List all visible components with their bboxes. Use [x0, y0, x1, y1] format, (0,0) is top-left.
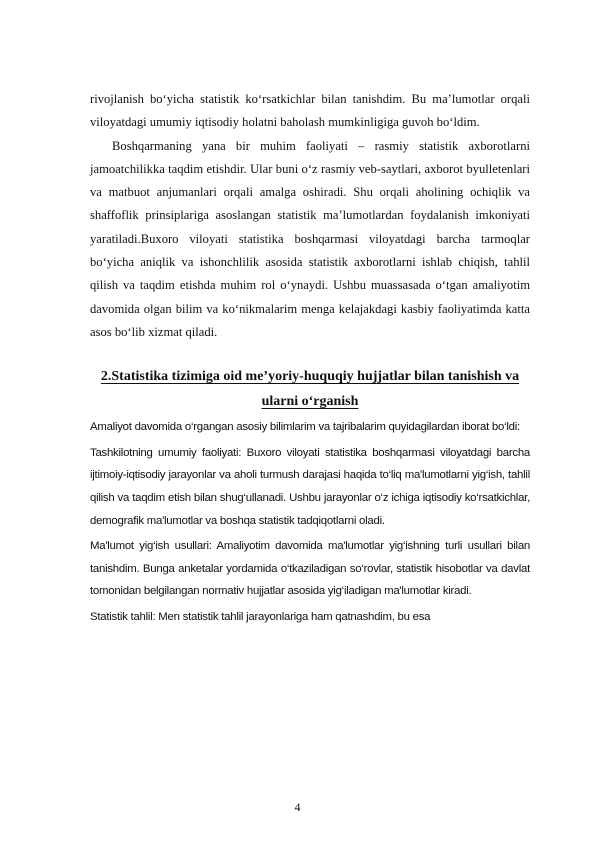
- body-paragraph-summary: Amaliyot davomida o‘rgangan asosiy bilimlarim va tajribalarim quyidagilardan iborat bo‘ldi:: [90, 421, 520, 434]
- page-number: 4: [294, 800, 301, 814]
- document-page: [90, 88, 530, 629]
- body-paragraph-analysis: Statistik tahlil: Men statistik tahlil jarayonlariga ham qatnashdim, bu esa: [90, 611, 431, 624]
- body-paragraph-organization: Tashkilotning umumiy faoliyati: Buxoro viloyati statistika boshqarmasi viloyatdagi barcha ijtimoiy-iqtisodiy jarayonlar va aholi turmush darajasi haqida to‘liq ma'lumotlarni yig‘ish, tahlil qilish va taqdim etish bilan shug‘ullanadi. Ushbu jarayonlar o‘z ichiga iqtisodiy ko‘rsatkichlar, demografik ma'lumotlar va boshqa statistik tadqiqotlarni oladi.: [90, 446, 530, 527]
- section-heading: 2.Statistika tizimiga oid me’yoriy-huquqiy hujjatlar bilan tanishish va ularni o‘rganish: [100, 369, 520, 410]
- body-paragraph-data-collection: Ma'lumot yig‘ish usullari: Amaliyotim davomida ma'lumotlar yig‘ishning turli usullari bilan tanishdim. Bunga anketalar yordamida o‘tkaziladigan so‘rovlar, statistik hisobotlar va davlat tomonidan belgilangan normativ hujjatlar asosida yig‘iladigan ma'lumotlar kiradi.: [90, 540, 530, 598]
- paragraph-intro: rivojlanish bo‘yicha statistik ko‘rsatkichlar bilan tanishdim. Bu ma’lumotlar orqali viloyatdagi umumiy iqtisodiy holatni baholash mumkinligiga guvoh bo‘ldim.: [90, 92, 530, 130]
- paragraph-publication: Boshqarmaning yana bir muhim faoliyati – rasmiy statistik axborotlarni jamoatchilikka taqdim etishdir. Ular buni o‘z rasmiy veb-saytlari, axborot byulletenlari va matbuot anjumanlari orqali amalga oshiradi. Shu orqali aholining ochiqlik va shaffoflik prinsiplariga asoslangan statistik ma’lumotlardan foydalanish imkoniyati yaratiladi.Buxoro viloyati statistika boshqarmasi viloyatdagi barcha tarmoqlar bo‘yicha aniqlik va ishonchlilik asosida statistik axborotlarni ishlab chiqish, tahlil qilish va taqdim etishda muhim rol o‘ynaydi. Ushbu muassasada o‘tgan amaliyotim davomida olgan bilim va ko‘nikmalarim menga kelajakdagi kasbiy faoliyatimda katta asos bo‘lib xizmat qiladi.: [90, 138, 530, 339]
